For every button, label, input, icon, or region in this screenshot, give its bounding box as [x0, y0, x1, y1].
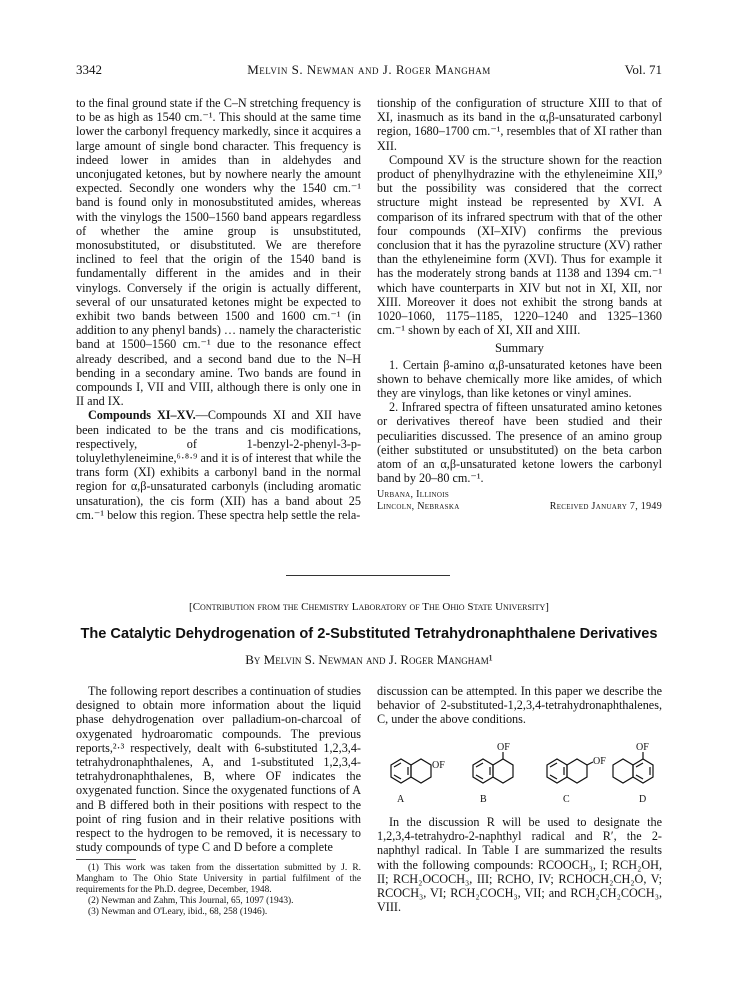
substituent-label: OF	[636, 742, 649, 753]
summary-item: 2. Infrared spectra of fifteen unsaturated amino ketones or derivatives thereof have been studied and their peculiarities discussed. The presence of an amino group (either substituted or unsubstituted) on the beta carbon atom of an α,β-unsaturated ketone lowers the carbonyl band by 20–80 cm.⁻¹.	[377, 400, 662, 486]
paragraph: tionship of the configuration of structure XIII to that of XI, inasmuch as its band in the α,β-unsaturated carbonyl region, 1680–1700 cm.⁻¹, resembles that of XI rather than XII.	[377, 96, 662, 153]
received-date: Received January 7, 1949	[549, 501, 662, 513]
footnote: (2) Newman and Zahm, This Journal, 65, 1097 (1943).	[88, 896, 294, 907]
article-title: The Catalytic Dehydrogenation of 2-Substituted Tetrahydronaphthalene Derivatives	[80, 626, 658, 642]
structure-diagrams	[377, 740, 662, 810]
footnote: (3) Newman and O'Leary, ibid., 68, 258 (1946).	[88, 907, 268, 918]
summary-heading: Summary	[495, 341, 544, 356]
ring-right-c	[567, 759, 587, 783]
column-left-top	[76, 96, 361, 522]
footnote-rule	[76, 859, 136, 860]
volume-label: Vol. 71	[624, 62, 662, 77]
paragraph: In the discussion R will be used to designate the 1,2,3,4-tetrahydro-2-naphthyl radical and R′, the 2-naphthyl radical. In Table I are summarized the results with the following compounds: RCOOCH₃, I; RCH₂OH, II; RCH₂OCOCH₃, III; RCHO, IV; RCHOCH₂CH₂O, V; RCOCH₃, VI; RCH₂COCH₃, VII; and RCH₂CH₂COCH₃, VIII.	[377, 815, 662, 915]
structure-label: D	[639, 794, 647, 805]
summary-item: 1. Certain β-amino α,β-unsaturated ketones have been shown to behave chemically more like amides, of which they are vinylogs, than like ketones or vinyl amines.	[377, 357, 662, 401]
paragraph	[76, 408, 361, 522]
contribution-line: [Contribution from the Chemistry Laboratory of The Ohio State University]	[189, 601, 549, 613]
substituent-label: OF	[497, 742, 510, 753]
paragraph: discussion can be attempted. In this paper we describe the behavior of 2-substituted-1,2,3,4-tetrahydronaphthalenes, C, under the above conditions.	[377, 684, 662, 727]
column-left-bottom	[76, 684, 361, 918]
column-right-bottom	[377, 684, 662, 727]
ring-right-b	[493, 759, 513, 783]
address-block	[377, 489, 662, 513]
substituent-label: OF	[432, 760, 445, 771]
structure-formulas	[377, 740, 662, 810]
address-line: Lincoln, Nebraska	[377, 501, 460, 513]
column-right-top	[377, 96, 662, 513]
page-number: 3342	[76, 62, 102, 77]
structure-label: A	[397, 794, 405, 805]
paragraph-heading: Compounds XI–XV.	[88, 408, 196, 423]
section-divider	[286, 575, 450, 576]
ring-right-a	[411, 759, 431, 783]
paragraph: Compound XV is the structure shown for the reaction product of phenylhydrazine with the ethyleneimine XII,⁹ but the possibility was considered that the correct structure might instead be represented by XVI. A comparison of its infrared spectrum with that of the other four compounds (XI–XIV) confirms the previous conclusion that it has the pyrazoline structure (XV) rather than the ethyleneimine form (XVI). Thus for example it has the moderately strong bands at 1138 and 1394 cm.⁻¹ which have counterparts in XIV but not in XI, XII, nor XIII. Moreover it does not exhibit the strong bands at 1020–1060, 1175–1185, 1220–1240 and 1325–1360 cm.⁻¹ shown by each of XI, XII and XIII.	[377, 152, 662, 338]
byline: By Melvin S. Newman and J. Roger Mangham¹	[245, 652, 493, 667]
paragraph: to the final ground state if the C–N stretching frequency is to be as high as 1540 cm.⁻¹. This should at the same time lower the carbonyl frequency markedly, since it acquires a large amount of single bond character. This frequency is indeed lower in amides than in aldehydes and unconjugated ketones, but by nowhere nearly the amount expected. Secondly one wonders why the 1540 cm.⁻¹ band is found only in monosubstituted amides, whereas with the vinylogs the 1500–1560 band appears regardless of whether the amine group is unsubstituted, monosubstituted, or disubstituted. We are therefore inclined to feel that the origin of the 1540 band is fundamentally different in the amides and in their vinylogs. Conversely if the origin is actually different, several of our unsaturated ketones might be expected to exhibit two bands between 1500 and 1600 cm.⁻¹ (in addition to any phenyl bands) … namely the characteristic band at 1500–1560 cm.⁻¹ due to the resonance effect already described, and a second band due to the N–H bending in a secondary amine. Two bands are found in compounds I, VII and VIII, although there is only one in II and IX.	[76, 96, 361, 409]
ring-left-d	[613, 759, 633, 783]
structure-label: C	[563, 794, 570, 805]
running-authors: Melvin S. Newman and J. Roger Mangham	[247, 62, 491, 77]
paragraph: The following report describes a continuation of studies designed to obtain more information about the liquid phase dehydrogenation over palladium-on-charcoal of oxygenated hydroaromatic compounds. The previous reports,²·³ respectively, dealt with 6-substituted 1,2,3,4-tetrahydronaphthalenes, A, and 1-substituted 1,2,3,4-tetrahydronaphthalenes, B, where OF indicates the oxygenated function. Since the oxygenated functions of A and B differed both in their positions with respect to the point of ring fusion and in their relative positions with respect to the hydrogen to be removed, it is necessary to study compounds of type C and D before a complete	[76, 684, 361, 855]
structure-label: B	[480, 794, 487, 805]
paragraph-body: —Compounds XI and XII have been indicated to be the trans and cis modifications, respectively, of 1-benzyl-2-phenyl-3-p-toluylethyleneimine,⁶·⁸·⁹ and it is of interest that while the trans form (XI) exhibits a carbonyl band in the normal region for α,β-unsaturated carbonyls (including aromatic unsaturation), the cis form (XII) has a band about 25 cm.⁻¹ below this region. These spectra help settle the rela-	[76, 408, 361, 522]
substituent-label: OF	[593, 756, 606, 767]
footnote: (1) This work was taken from the dissertation submitted by J. R. Mangham to The Ohio State University in partial fulfilment of the requirements for the Ph.D. degree, December, 1948.	[76, 863, 361, 896]
address-line: Urbana, Illinois	[377, 489, 450, 501]
column-right-bottom-cont	[377, 815, 662, 914]
